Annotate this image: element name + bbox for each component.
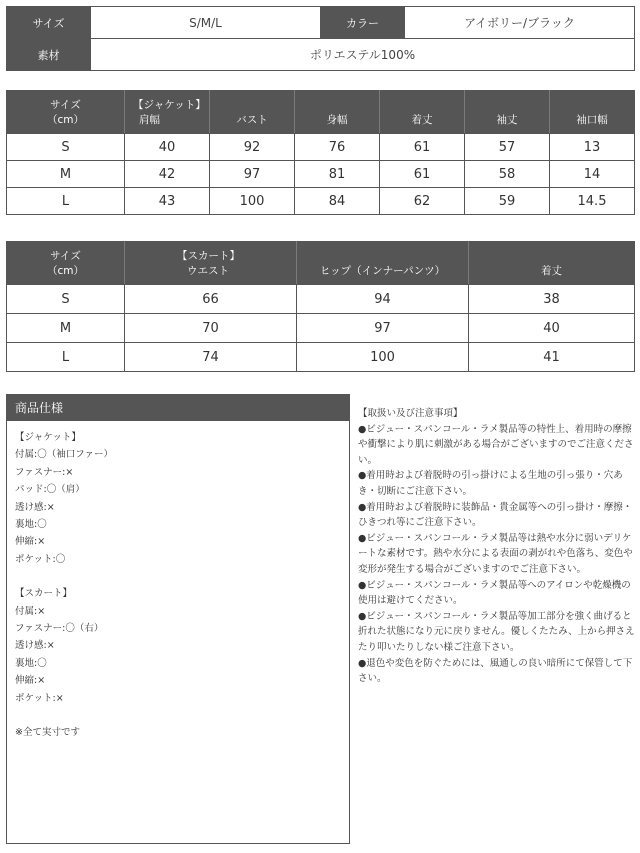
table-cell: 42	[125, 161, 210, 188]
info-row-material	[7, 39, 635, 71]
table-row	[7, 343, 635, 372]
skirt-size-table	[6, 241, 635, 372]
list-item: ●ビジュー・スパンコール・ラメ製品等へのアイロンや乾燥機の使用は避けてください。	[358, 579, 631, 607]
material-label: 素材	[7, 39, 91, 71]
table-cell: 57	[465, 134, 550, 161]
table-cell: 62	[380, 188, 465, 215]
table-cell: 74	[125, 343, 297, 372]
table-row	[7, 134, 635, 161]
skirt-header-size: サイズ （cm）	[7, 242, 125, 285]
list-item: 付属:×	[15, 605, 46, 617]
product-info-table	[6, 6, 635, 71]
skirt-header-row	[7, 242, 635, 285]
jacket-size-table	[6, 90, 635, 215]
list-item: ファスナー:×	[15, 466, 74, 478]
table-cell: 76	[295, 134, 380, 161]
spec-title: 商品仕様	[7, 395, 349, 421]
table-cell: 94	[297, 285, 469, 314]
row-size: L	[7, 188, 125, 215]
skirt-header-waist: 【スカート】 ウエスト	[125, 242, 297, 285]
table-cell: 14	[550, 161, 635, 188]
list-item: 伸縮:×	[15, 675, 46, 687]
list-item: 透け感:×	[15, 640, 55, 652]
skirt-header-hip: ヒップ（インナーパンツ）	[297, 242, 469, 285]
spec-footnote: ※全て実寸です	[15, 727, 80, 739]
table-cell: 61	[380, 134, 465, 161]
info-row-size-color	[7, 7, 635, 39]
list-item: ポケット:〇	[15, 553, 66, 565]
jacket-header-shoulder: 【ジャケット】 肩幅	[125, 91, 210, 134]
list-item: ●着用時および着脱時に装飾品・貴金属等への引っ掛け・摩擦・ひきつれ等にご注意下さい。	[358, 501, 633, 529]
list-item: ●ビジュー・スパンコール・ラメ製品等加工部分を強く曲げると折れた状態になり元に戻りません。優しくたたみ、上から押さえたり叩いたりしない様ご注意下さい。	[358, 610, 635, 653]
color-value: アイボリー/ブラック	[405, 7, 635, 39]
table-cell: 97	[297, 314, 469, 343]
size-label: サイズ	[7, 7, 91, 39]
jacket-header-bust: バスト	[210, 91, 295, 134]
table-cell: 92	[210, 134, 295, 161]
table-cell: 43	[125, 188, 210, 215]
care-notes	[358, 406, 636, 687]
spec-body	[7, 421, 349, 750]
color-label: カラー	[321, 7, 405, 39]
table-row	[7, 285, 635, 314]
table-cell: 59	[465, 188, 550, 215]
material-value: ポリエステル100%	[91, 39, 635, 71]
table-cell: 70	[125, 314, 297, 343]
list-item: 透け感:×	[15, 501, 55, 513]
list-item: 付属:〇（袖口ファー）	[15, 449, 114, 461]
row-size: S	[7, 285, 125, 314]
jacket-group-label: 【ジャケット】	[133, 99, 206, 111]
list-item: ファスナー:〇（右）	[15, 623, 104, 635]
table-row	[7, 161, 635, 188]
list-item: ポケット:×	[15, 692, 64, 704]
list-item: 裏地:〇	[15, 519, 47, 531]
table-cell: 66	[125, 285, 297, 314]
skirt-header-length: 着丈	[469, 242, 635, 285]
notes-heading: 【取扱い及び注意事項】	[358, 408, 463, 419]
table-cell: 40	[469, 314, 635, 343]
jacket-header-row	[7, 91, 635, 134]
jacket-header-size: サイズ （cm）	[7, 91, 125, 134]
table-cell: 84	[295, 188, 380, 215]
list-item: 裏地:〇	[15, 657, 47, 669]
skirt-group-label: 【スカート】	[177, 250, 240, 262]
list-item: ●ビジュー・スパンコール・ラメ製品等は熱や水分に弱いデリケートな素材です。熱や水分による表面の剥がれや色落ち、変色や変形が発生する場合がございますのでご注意下さい。	[358, 532, 633, 575]
table-cell: 40	[125, 134, 210, 161]
spec-skirt-heading: 【スカート】	[15, 588, 73, 600]
table-cell: 13	[550, 134, 635, 161]
table-cell: 100	[210, 188, 295, 215]
size-value: S/M/L	[91, 7, 321, 39]
table-cell: 100	[297, 343, 469, 372]
jacket-header-sleeve: 袖丈	[465, 91, 550, 134]
table-cell: 14.5	[550, 188, 635, 215]
jacket-header-cuff: 袖口幅	[550, 91, 635, 134]
spec-jacket-heading: 【ジャケット】	[15, 432, 81, 443]
list-item: ●ビジュー・スパンコール・ラメ製品等の特性上、着用時の摩擦や衝撃により肌に刺激がある場合がございますのでご注意ください。	[358, 423, 634, 466]
table-cell: 38	[469, 285, 635, 314]
product-spec-box	[6, 394, 350, 844]
jacket-header-length: 着丈	[380, 91, 465, 134]
row-size: S	[7, 134, 125, 161]
row-size: L	[7, 343, 125, 372]
row-size: M	[7, 314, 125, 343]
table-cell: 61	[380, 161, 465, 188]
table-row	[7, 314, 635, 343]
list-item: 伸縮:×	[15, 536, 46, 548]
jacket-header-body-width: 身幅	[295, 91, 380, 134]
table-cell: 81	[295, 161, 380, 188]
table-cell: 58	[465, 161, 550, 188]
table-row	[7, 188, 635, 215]
row-size: M	[7, 161, 125, 188]
list-item: パッド:〇（肩）	[15, 484, 85, 496]
list-item: ●退色や変色を防ぐためには、風通しの良い暗所にて保管して下さい。	[358, 657, 633, 685]
table-cell: 41	[469, 343, 635, 372]
table-cell: 97	[210, 161, 295, 188]
list-item: ●着用時および着脱時の引っ掛けによる生地の引っ張り・穴あき・切断にご注意下さい。	[358, 470, 623, 497]
